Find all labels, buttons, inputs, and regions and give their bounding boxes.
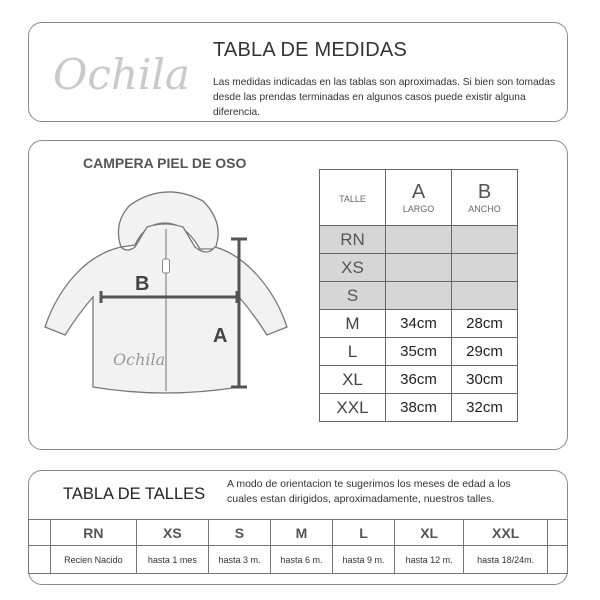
disclaimer-text: Las medidas indicadas en las tablas son aproximadas. Si bien son tomadas desde las prendas terminadas en algunos casos puede existir alguna diferencia. [213, 77, 556, 118]
garment-title: CAMPERA PIEL DE OSO [83, 155, 247, 171]
page-title: TABLA DE MEDIDAS [213, 39, 407, 61]
brand-logo-text: Ochila [53, 50, 189, 99]
col-b-header: B ANCHO [452, 170, 518, 226]
age-cell: hasta 3 m. [208, 546, 270, 574]
table-row: RN [320, 226, 518, 254]
size-cell: XS [136, 520, 208, 546]
label-a: A [213, 325, 228, 347]
size-guide-note: A modo de orientacion te sugerimos los meses de edad a los cuales estan dirigidos, aproximadamente, nuestros talles. [227, 478, 511, 505]
chest-brand: Ochila [113, 350, 166, 369]
measurement-table [319, 169, 518, 422]
size-guide-title: TABLA DE TALLES [63, 485, 206, 503]
age-row [29, 546, 568, 574]
size-cell: RN [51, 520, 137, 546]
size-cell: M [270, 520, 332, 546]
table-row: XS [320, 254, 518, 282]
age-cell: Recien Nacido [51, 546, 137, 574]
age-cell: hasta 12 m. [395, 546, 464, 574]
table-row: XXL 38cm 32cm [320, 394, 518, 422]
talle-header: TALLE [320, 170, 386, 226]
col-a-header: A LARGO [386, 170, 452, 226]
size-cell: S [208, 520, 270, 546]
age-cell: hasta 18/24m. [464, 546, 548, 574]
table-row: L 35cm 29cm [320, 338, 518, 366]
garment-panel [28, 140, 568, 450]
size-guide-panel [28, 470, 568, 585]
size-cell: XL [395, 520, 464, 546]
jacket-illustration [35, 187, 305, 407]
age-cell: hasta 9 m. [333, 546, 395, 574]
brand-logo [49, 45, 189, 103]
age-cell: hasta 6 m. [270, 546, 332, 574]
table-row: S [320, 282, 518, 310]
table-row: M 34cm 28cm [320, 310, 518, 338]
size-row [29, 520, 568, 546]
age-cell: hasta 1 mes [136, 546, 208, 574]
header-panel [28, 22, 568, 122]
label-b: B [135, 273, 150, 295]
zipper-pull [163, 259, 170, 273]
size-age-table [28, 519, 568, 574]
size-cell: L [333, 520, 395, 546]
table-row: XL 36cm 30cm [320, 366, 518, 394]
size-cell: XXL [464, 520, 548, 546]
